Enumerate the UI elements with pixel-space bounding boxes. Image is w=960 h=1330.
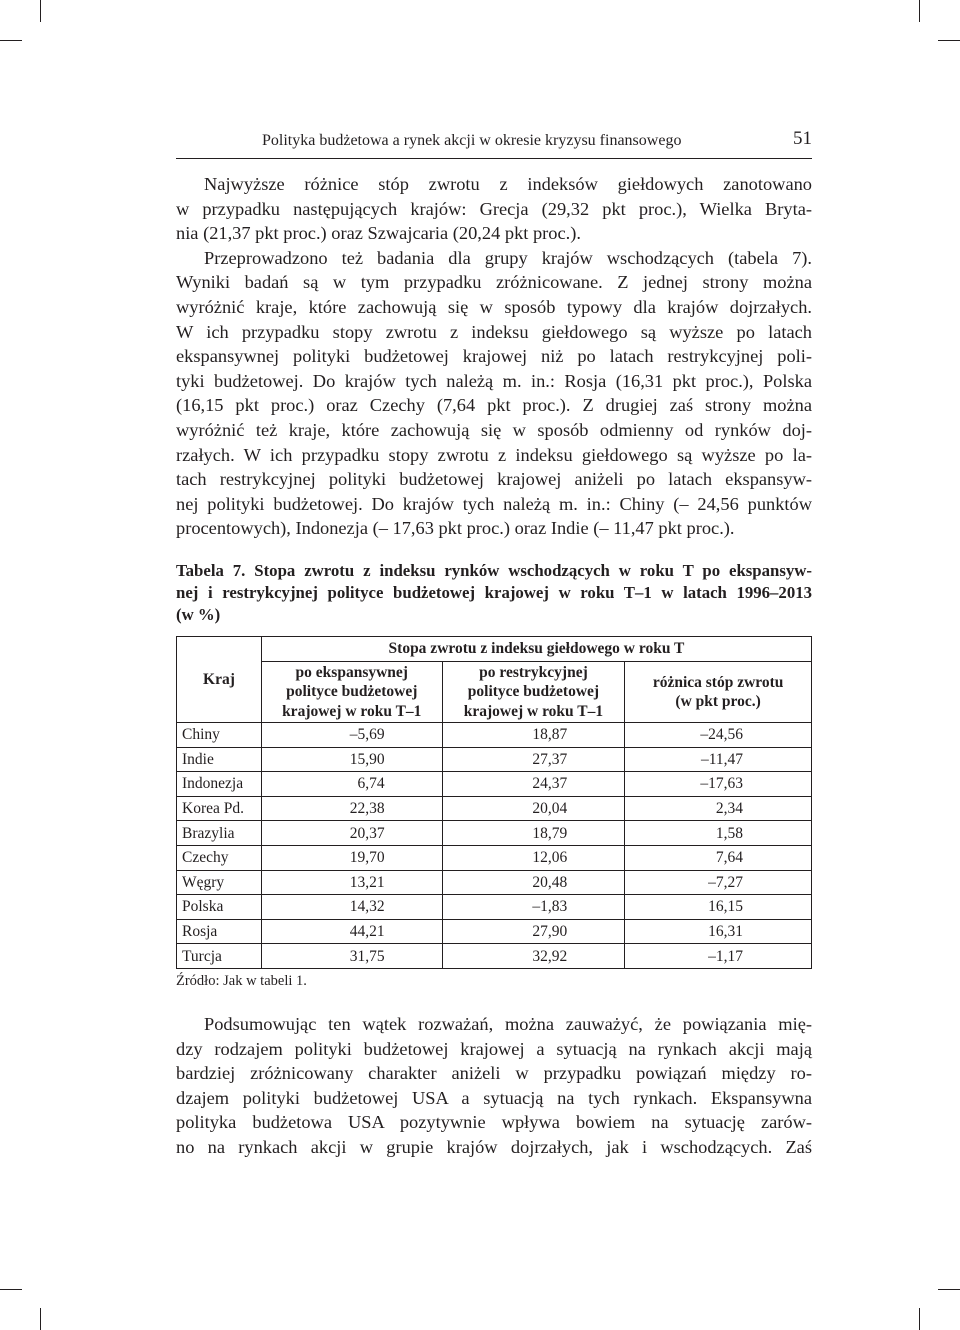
text-line: W ich przypadku stopy zwrotu z indeksu giełdowego są wyższe po latach	[176, 321, 812, 342]
table-row	[177, 821, 812, 846]
cell-expansive: 31,75	[261, 944, 442, 969]
cell-diff: 2,34	[625, 796, 812, 821]
cell-expansive: 20,37	[261, 821, 442, 846]
cell-diff: –11,47	[625, 747, 812, 772]
text-line: wyróżnić kraje, które zachowują się w sposób typowy dla krajów dojrzałych.	[176, 296, 812, 317]
crop-mark	[0, 40, 22, 41]
text-line: bardziej zróżnicowany charakter aniżeli w przypadku powiązań między ro-	[176, 1063, 812, 1084]
header-line: po restrykcyjnej	[479, 663, 588, 681]
cell-restrictive: 18,87	[442, 723, 625, 748]
text-line: ekspansywnej polityki budżetowej krajowej niż po latach restrykcyjnej poli-	[176, 346, 812, 367]
header-kraj: Kraj	[177, 637, 262, 723]
table-row	[177, 845, 812, 870]
cell-expansive: 14,32	[261, 895, 442, 920]
table-row	[177, 747, 812, 772]
cell-expansive: 22,38	[261, 796, 442, 821]
cell-country: Indie	[177, 747, 262, 772]
cell-country: Czechy	[177, 845, 262, 870]
text-line: Wyniki badań są w tym przypadku zróżnicowane. Z jednej strony można	[176, 272, 812, 293]
cell-expansive: 6,74	[261, 772, 442, 797]
data-table	[176, 636, 812, 969]
cell-restrictive: 27,90	[442, 919, 625, 944]
table-row	[177, 895, 812, 920]
header-line: różnica stóp zwrotu	[652, 673, 784, 691]
crop-mark	[938, 1289, 960, 1290]
table-caption	[176, 560, 812, 625]
header-restrictive	[442, 662, 625, 723]
text-line: tyki budżetowej. Do krajów tych należą m. in.: Rosja (16,31 pkt proc.), Polska	[176, 370, 812, 391]
cell-country: Polska	[177, 895, 262, 920]
cell-restrictive: 32,92	[442, 944, 625, 969]
text-line: dzy rodzajem polityki budżetowej krajowej a sytuacją na rynkach akcji mają	[176, 1038, 812, 1059]
crop-mark	[919, 1308, 920, 1330]
cell-country: Brazylia	[177, 821, 262, 846]
cell-restrictive: 18,79	[442, 821, 625, 846]
table-source: Źródło: Jak w tabeli 1.	[176, 973, 307, 989]
cell-restrictive: 20,48	[442, 870, 625, 895]
text-line: Podsumowując ten wątek rozważań, można zauważyć, że powiązania mię-	[204, 1014, 812, 1034]
table-row	[177, 919, 812, 944]
header-diff	[625, 662, 812, 723]
header-line: polityce budżetowej	[286, 683, 418, 701]
cell-restrictive: 24,37	[442, 772, 625, 797]
text-line: w przypadku następujących krajów: Grecja (29,32 pkt proc.), Wielka Bryta-	[176, 198, 812, 219]
cell-diff: –17,63	[625, 772, 812, 797]
page-number: 51	[793, 128, 812, 149]
header-line: (w pkt proc.)	[675, 693, 761, 710]
text-line: rzałych. W ich przypadku stopy zwrotu z indeksu giełdowego są wyższe po la-	[176, 444, 812, 465]
text-line: nej polityki budżetowej. Do krajów tych należą m. in.: Chiny (– 24,56 punktów	[176, 493, 812, 514]
text-line: polityka budżetowa USA pozytywnie wpływa bowiem na sytuację zarów-	[176, 1112, 812, 1133]
cell-country: Chiny	[177, 723, 262, 748]
caption-line: Tabela 7. Stopa zwrotu z indeksu rynków wschodzących w roku T po ekspansyw-	[176, 561, 812, 580]
text-line: Przeprowadzono też badania dla grupy krajów wschodzących (tabela 7).	[204, 247, 812, 268]
cell-diff: 1,58	[625, 821, 812, 846]
crop-mark	[938, 40, 960, 41]
paragraph-intro	[176, 172, 812, 541]
table-row	[177, 723, 812, 748]
table-row	[177, 944, 812, 969]
table-row	[177, 772, 812, 797]
caption-line: (w %)	[176, 604, 221, 624]
header-line: po ekspansywnej	[295, 663, 408, 681]
cell-diff: –7,27	[625, 870, 812, 895]
table-row	[177, 870, 812, 895]
crop-mark	[919, 0, 920, 22]
cell-diff: 16,15	[625, 895, 812, 920]
caption-line: nej i restrykcyjnej polityce budżetowej krajowej w roku T–1 w latach 1996–2013	[176, 582, 812, 602]
cell-expansive: 15,90	[261, 747, 442, 772]
cell-expansive: 19,70	[261, 845, 442, 870]
cell-diff: 16,31	[625, 919, 812, 944]
running-head-title: Polityka budżetowa a rynek akcji w okresie kryzysu finansowego	[262, 132, 682, 149]
text-line: no na rynkach akcji w grupie krajów dojrzałych, jak i wschodzących. Zaś	[176, 1136, 812, 1157]
cell-country: Turcja	[177, 944, 262, 969]
cell-diff: 7,64	[625, 845, 812, 870]
text-line: nia (21,37 pkt proc.) oraz Szwajcaria (20,24 pkt proc.).	[176, 223, 581, 244]
header-line: polityce budżetowej	[467, 683, 600, 701]
table-row	[177, 796, 812, 821]
cell-diff: –1,17	[625, 944, 812, 969]
cell-restrictive: 27,37	[442, 747, 625, 772]
text-line: wyróżnić też kraje, które zachowują się w sposób odmienny od rynków doj-	[176, 419, 812, 440]
cell-expansive: 13,21	[261, 870, 442, 895]
cell-country: Korea Pd.	[177, 796, 262, 821]
cell-country: Węgry	[177, 870, 262, 895]
text-line: tach restrykcyjnej polityki budżetowej krajowej aniżeli po latach ekspansyw-	[176, 469, 812, 490]
cell-country: Rosja	[177, 919, 262, 944]
cell-expansive: 44,21	[261, 919, 442, 944]
header-expansive	[261, 662, 442, 723]
cell-expansive: –5,69	[261, 723, 442, 748]
text-line: Najwyższe różnice stóp zwrotu z indeksów giełdowych zanotowano	[204, 174, 812, 194]
cell-restrictive: –1,83	[442, 895, 625, 920]
cell-restrictive: 20,04	[442, 796, 625, 821]
text-line: procentowych), Indonezja (– 17,63 pkt proc.) oraz Indie (– 11,47 pkt proc.).	[176, 518, 735, 539]
text-line: (16,15 pkt proc.) oraz Czechy (7,64 pkt proc.). Z drugiej zaś strony można	[176, 395, 812, 416]
crop-mark	[0, 1289, 22, 1290]
cell-diff: –24,56	[625, 723, 812, 748]
crop-mark	[40, 0, 41, 22]
crop-mark	[40, 1308, 41, 1330]
cell-country: Indonezja	[177, 772, 262, 797]
text-line: dzajem polityki budżetowej USA a sytuacją na tych rynkach. Ekspansywna	[176, 1087, 812, 1108]
header-line: krajowej w roku T–1	[282, 702, 422, 720]
paragraph-summary	[176, 1012, 812, 1160]
header-line: krajowej w roku T–1	[463, 702, 604, 720]
running-head	[176, 128, 812, 159]
header-group: Stopa zwrotu z indeksu giełdowego w roku T	[261, 637, 811, 662]
cell-restrictive: 12,06	[442, 845, 625, 870]
